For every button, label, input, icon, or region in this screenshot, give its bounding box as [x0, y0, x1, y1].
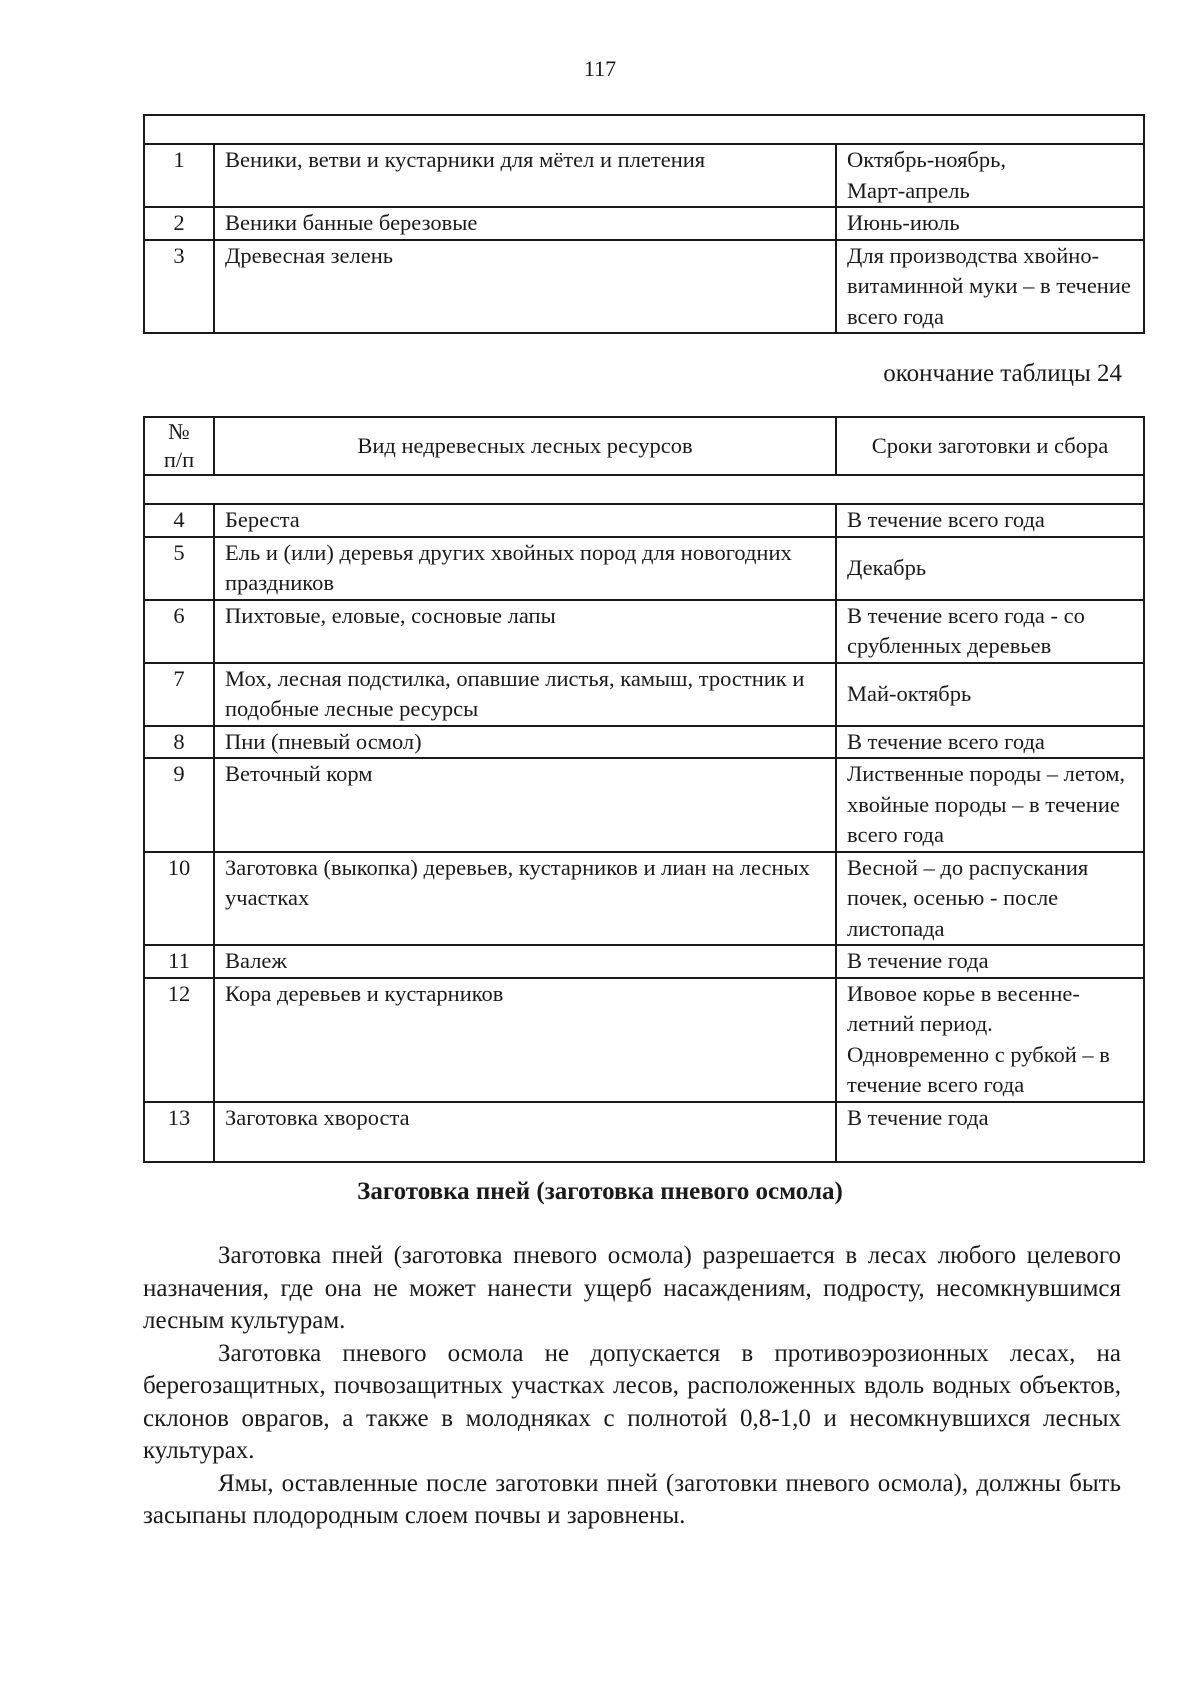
section-heading: Заготовка пней (заготовка пневого осмола) [357, 1178, 843, 1205]
table-row [144, 758, 1144, 852]
resource-cell: Веники банные березовые [214, 207, 836, 240]
resource-cell: Пни (пневый осмол) [214, 726, 836, 759]
period-cell: Май-октябрь [836, 663, 1144, 726]
resource-cell: Кора деревьев и кустарников [214, 978, 836, 1102]
resource-cell: Заготовка хвороста [214, 1102, 836, 1162]
row-number: 2 [144, 207, 214, 240]
table-row [144, 207, 1144, 240]
table-spacer-row [144, 115, 1144, 144]
table-row [144, 945, 1144, 978]
period-cell: Июнь-июль [836, 207, 1144, 240]
resource-cell: Валеж [214, 945, 836, 978]
resource-cell: Пихтовые, еловые, сосновые лапы [214, 600, 836, 663]
resource-cell: Веники, ветви и кустарники для мётел и плетения [214, 144, 836, 207]
resource-cell: Древесная зелень [214, 240, 836, 334]
table-row [144, 537, 1144, 600]
table-row [144, 726, 1144, 759]
table-row [144, 1102, 1144, 1162]
paragraph: Заготовка пневого осмола не допускается в противоэрозионных лесах, на берегозащитных, почвозащитных участках лесов, расположенных вдоль водных объектов, склонов оврагов, а также в молодняках с полнотой 0,8-1,0 и несомкнувшихся лесных культурах. [143, 1339, 1121, 1464]
resource-cell: Мох, лесная подстилка, опавшие листья, камыш, тростник и подобные лесные ресурсы [214, 663, 836, 726]
period-cell: В течение всего года [836, 726, 1144, 759]
table-row [144, 504, 1144, 537]
table-part-2 [143, 416, 1145, 1163]
period-cell: Декабрь [836, 537, 1144, 600]
table-row [144, 852, 1144, 946]
row-number: 1 [144, 144, 214, 207]
period-cell: Весной – до распускания почек, осенью - после листопада [836, 852, 1144, 946]
row-number: 3 [144, 240, 214, 334]
row-number: 11 [144, 945, 214, 978]
period-cell: В течение года [836, 945, 1144, 978]
table-continuation-label: окончание таблицы 24 [883, 360, 1122, 387]
period-cell: Октябрь-ноябрь, Март-апрель [836, 144, 1144, 207]
table-part-1 [143, 114, 1145, 334]
row-number: 12 [144, 978, 214, 1102]
row-number: 6 [144, 600, 214, 663]
row-number: 9 [144, 758, 214, 852]
page-number: 117 [583, 56, 617, 81]
row-number: 8 [144, 726, 214, 759]
resource-cell: Ель и (или) деревья других хвойных пород для новогодних праздников [214, 537, 836, 600]
header-number: № п/п [144, 417, 214, 475]
table-header-row [144, 417, 1144, 475]
period-cell: В течение года [836, 1102, 1144, 1162]
header-period: Сроки заготовки и сбора [836, 417, 1144, 475]
period-cell: В течение всего года [836, 504, 1144, 537]
table-row [144, 600, 1144, 663]
row-number: 7 [144, 663, 214, 726]
period-cell: Ивовое корье в весенне-летний период. Одновременно с рубкой – в течение всего года [836, 978, 1144, 1102]
row-number: 4 [144, 504, 214, 537]
period-cell: Для производства хвойно-витаминной муки – в течение всего года [836, 240, 1144, 334]
resource-cell: Заготовка (выкопка) деревьев, кустарников и лиан на лесных участках [214, 852, 836, 946]
period-cell: В течение всего года - со срубленных деревьев [836, 600, 1144, 663]
row-number: 13 [144, 1102, 214, 1162]
table-row [144, 144, 1144, 207]
period-cell: Лиственные породы – летом, хвойные породы – в течение всего года [836, 758, 1144, 852]
table-spacer-row [144, 475, 1144, 504]
paragraph: Ямы, оставленные после заготовки пней (заготовки пневого осмола), должны быть засыпаны плодородным слоем почвы и заровнены. [143, 1469, 1121, 1529]
table-row [144, 663, 1144, 726]
table-row [144, 240, 1144, 334]
header-resource: Вид недревесных лесных ресурсов [214, 417, 836, 475]
paragraph: Заготовка пней (заготовка пневого осмола) разрешается в лесах любого целевого назначения, где она не может нанести ущерб насаждениям, подросту, несомкнувшимся лесным культурам. [143, 1242, 1121, 1334]
table-row [144, 978, 1144, 1102]
row-number: 5 [144, 537, 214, 600]
section-body [143, 1240, 1121, 1533]
resource-cell: Веточный корм [214, 758, 836, 852]
resource-cell: Береста [214, 504, 836, 537]
row-number: 10 [144, 852, 214, 946]
